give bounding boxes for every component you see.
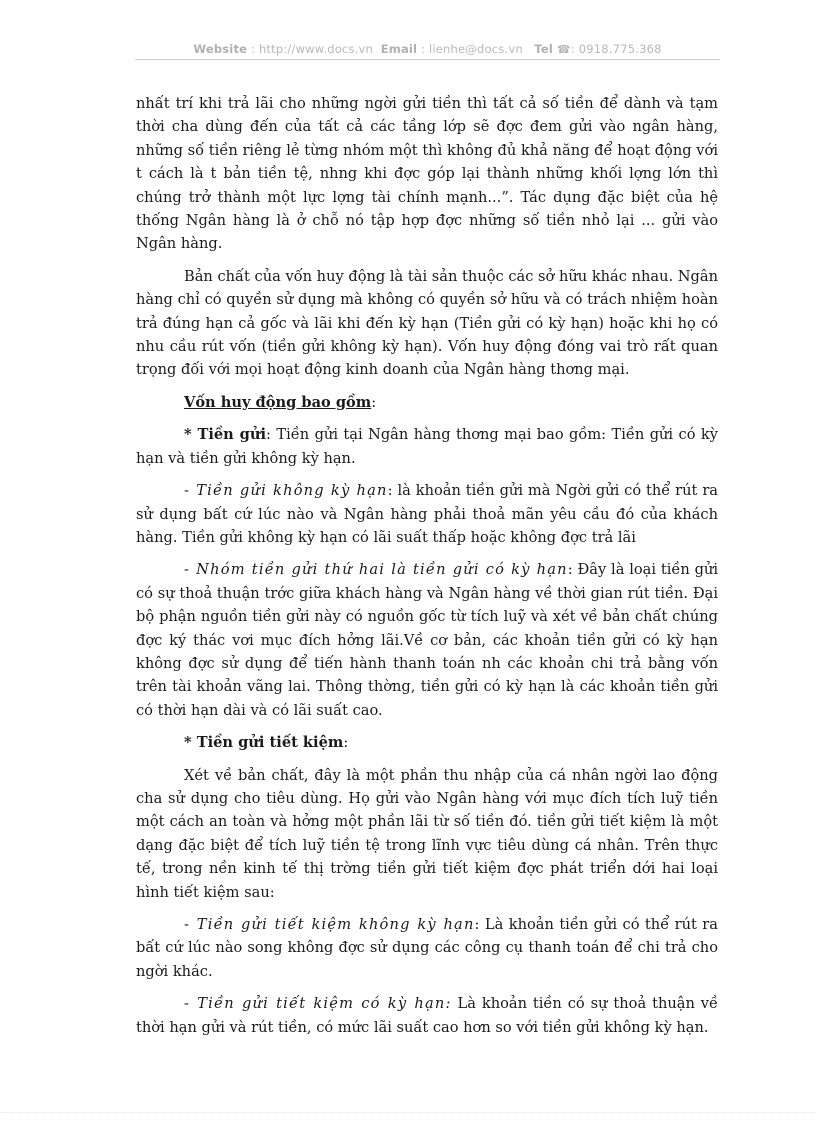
label-savings: * Tiền gửi tiết kiệm [184, 734, 344, 752]
label-deposits: * Tiền gửi [184, 426, 267, 444]
footer-divider [0, 1112, 816, 1113]
page-header [135, 42, 720, 56]
text-demand-deposits: : là khoản tiền gửi mà Ngời gửi có thể rút ra sử dụng bất cứ lúc nào và Ngân hàng phải thoả mãn yêu cầu đó của khách hàng. Tiền gửi không kỳ hạn có lãi suất thấp hoặc không đợc trả lãi [136, 482, 718, 546]
paragraph-savings-nature: Xét về bản chất, đây là một phần thu nhập của cá nhân ngời lao động cha sử dụng cho tiêu dùng. Họ gửi vào Ngân hàng với mục đích tích luỹ tiền một cách an toàn và hởng một phần lãi từ số tiền đó. tiền gửi tiết kiệm là một dạng đặc biệt để tích luỹ tiền tệ trong lĩnh vực tiêu dùng cá nhân. Trên thực tế, trong nền kinh tế thị trờng tiền gửi tiết kiệm đợc phát triển dới hai loại hình tiết kiệm sau: [136, 766, 718, 901]
section-heading-savings [136, 731, 718, 754]
heading-text: Vốn huy động bao gồm [184, 393, 372, 411]
label-demand-savings: - Tiền gửi tiết kiệm không kỳ hạn [184, 916, 475, 933]
website-url[interactable]: : http://www.docs.vn [251, 42, 373, 56]
paragraph-demand-deposits [136, 479, 718, 549]
label-term-deposits: - Nhóm tiền gửi thứ hai là tiền gửi có kỳ hạn [184, 561, 568, 579]
label-term-savings: - Tiền gửi tiết kiệm có kỳ hạn: [184, 995, 452, 1013]
tel-label: Tel [534, 42, 554, 56]
section-heading-capital [136, 391, 718, 414]
paragraph-intro: nhất trí khi trả lãi cho những ngời gửi tiền thì tất cả số tiền để dành và tạm thời cha dùng đến của tất cả các tầng lớp sẽ đợc đem gửi vào ngân hàng, những số tiền riêng lẻ từng nhóm một thì không đủ khả năng để hoạt động với t cách là t bản tiền tệ, nhng khi đợc góp lại thành những khối lợng lớn thì chúng trở thành một lực lợng tài chính mạnh...”. Tác dụng đặc biệt của hệ thống Ngân hàng là ở chỗ nó tập hợp đợc những số tiền nhỏ lại ... gửi vào Ngân hàng. [136, 95, 718, 253]
label-demand-deposits: - Tiền gửi không kỳ hạn [184, 482, 388, 500]
paragraph-nature: Bản chất của vốn huy động là tài sản thuộc các sở hữu khác nhau. Ngân hàng chỉ có quyền sử dụng mà không có quyền sở hữu và có trách nhiệm hoàn trả đúng hạn cả gốc và lãi khi đến kỳ hạn (Tiền gửi có kỳ hạn) hoặc khi họ có nhu cầu rút vốn (tiền gửi không kỳ hạn). Vốn huy động đóng vai trò rất quan trọng đối với mọi hoạt động kinh doanh của Ngân hàng thơng mại. [136, 267, 718, 379]
document-body [136, 92, 718, 1048]
email-label: Email [380, 42, 418, 56]
paragraph-term-deposits [136, 558, 718, 722]
text-deposits: : Tiền gửi tại Ngân hàng thơng mại bao gồm: Tiền gửi có kỳ hạn và tiền gửi không kỳ hạn. [136, 426, 718, 467]
website-label: Website [193, 42, 248, 56]
phone-icon: ☎ [556, 43, 571, 56]
tel-number: : 0918.775.368 [570, 42, 662, 56]
email-address[interactable]: : lienhe@docs.vn [421, 42, 523, 56]
header-divider [135, 59, 720, 60]
heading-colon: : [371, 393, 377, 411]
text-term-deposits: : Đây là loại tiền gửi có sự thoả thuận trớc giữa khách hàng và Ngân hàng về thời gian rút tiền. Đại bộ phận nguồn tiền gửi này có nguồn gốc từ tích luỹ và xét về bản chất chúng đợc ký thác vơi mục đích hởng lãi.Về cơ bản, các khoản tiền gửi có kỳ hạn không đợc sử dụng để tiến hành thanh toán nh các khoản chi trả bằng vốn trên tài khoản vãng lai. Thông thờng, tiền gửi có kỳ hạn là các khoản tiền gửi có thời hạn dài và có lãi suất cao. [136, 561, 719, 719]
paragraph-demand-savings [136, 913, 718, 983]
text-term-savings: Là khoản tiền có sự thoả thuận về thời hạn gửi và rút tiền, có mức lãi suất cao hơn so với tiền gửi không kỳ hạn. [136, 995, 719, 1036]
paragraph-deposits [136, 423, 718, 470]
savings-colon: : [343, 734, 349, 752]
text-demand-savings: : Là khoản tiền gửi có thể rút ra bất cứ lúc nào song không đợc sử dụng các công cụ thanh toán để chi trả cho ngời khác. [136, 916, 718, 980]
paragraph-term-savings [136, 992, 718, 1039]
